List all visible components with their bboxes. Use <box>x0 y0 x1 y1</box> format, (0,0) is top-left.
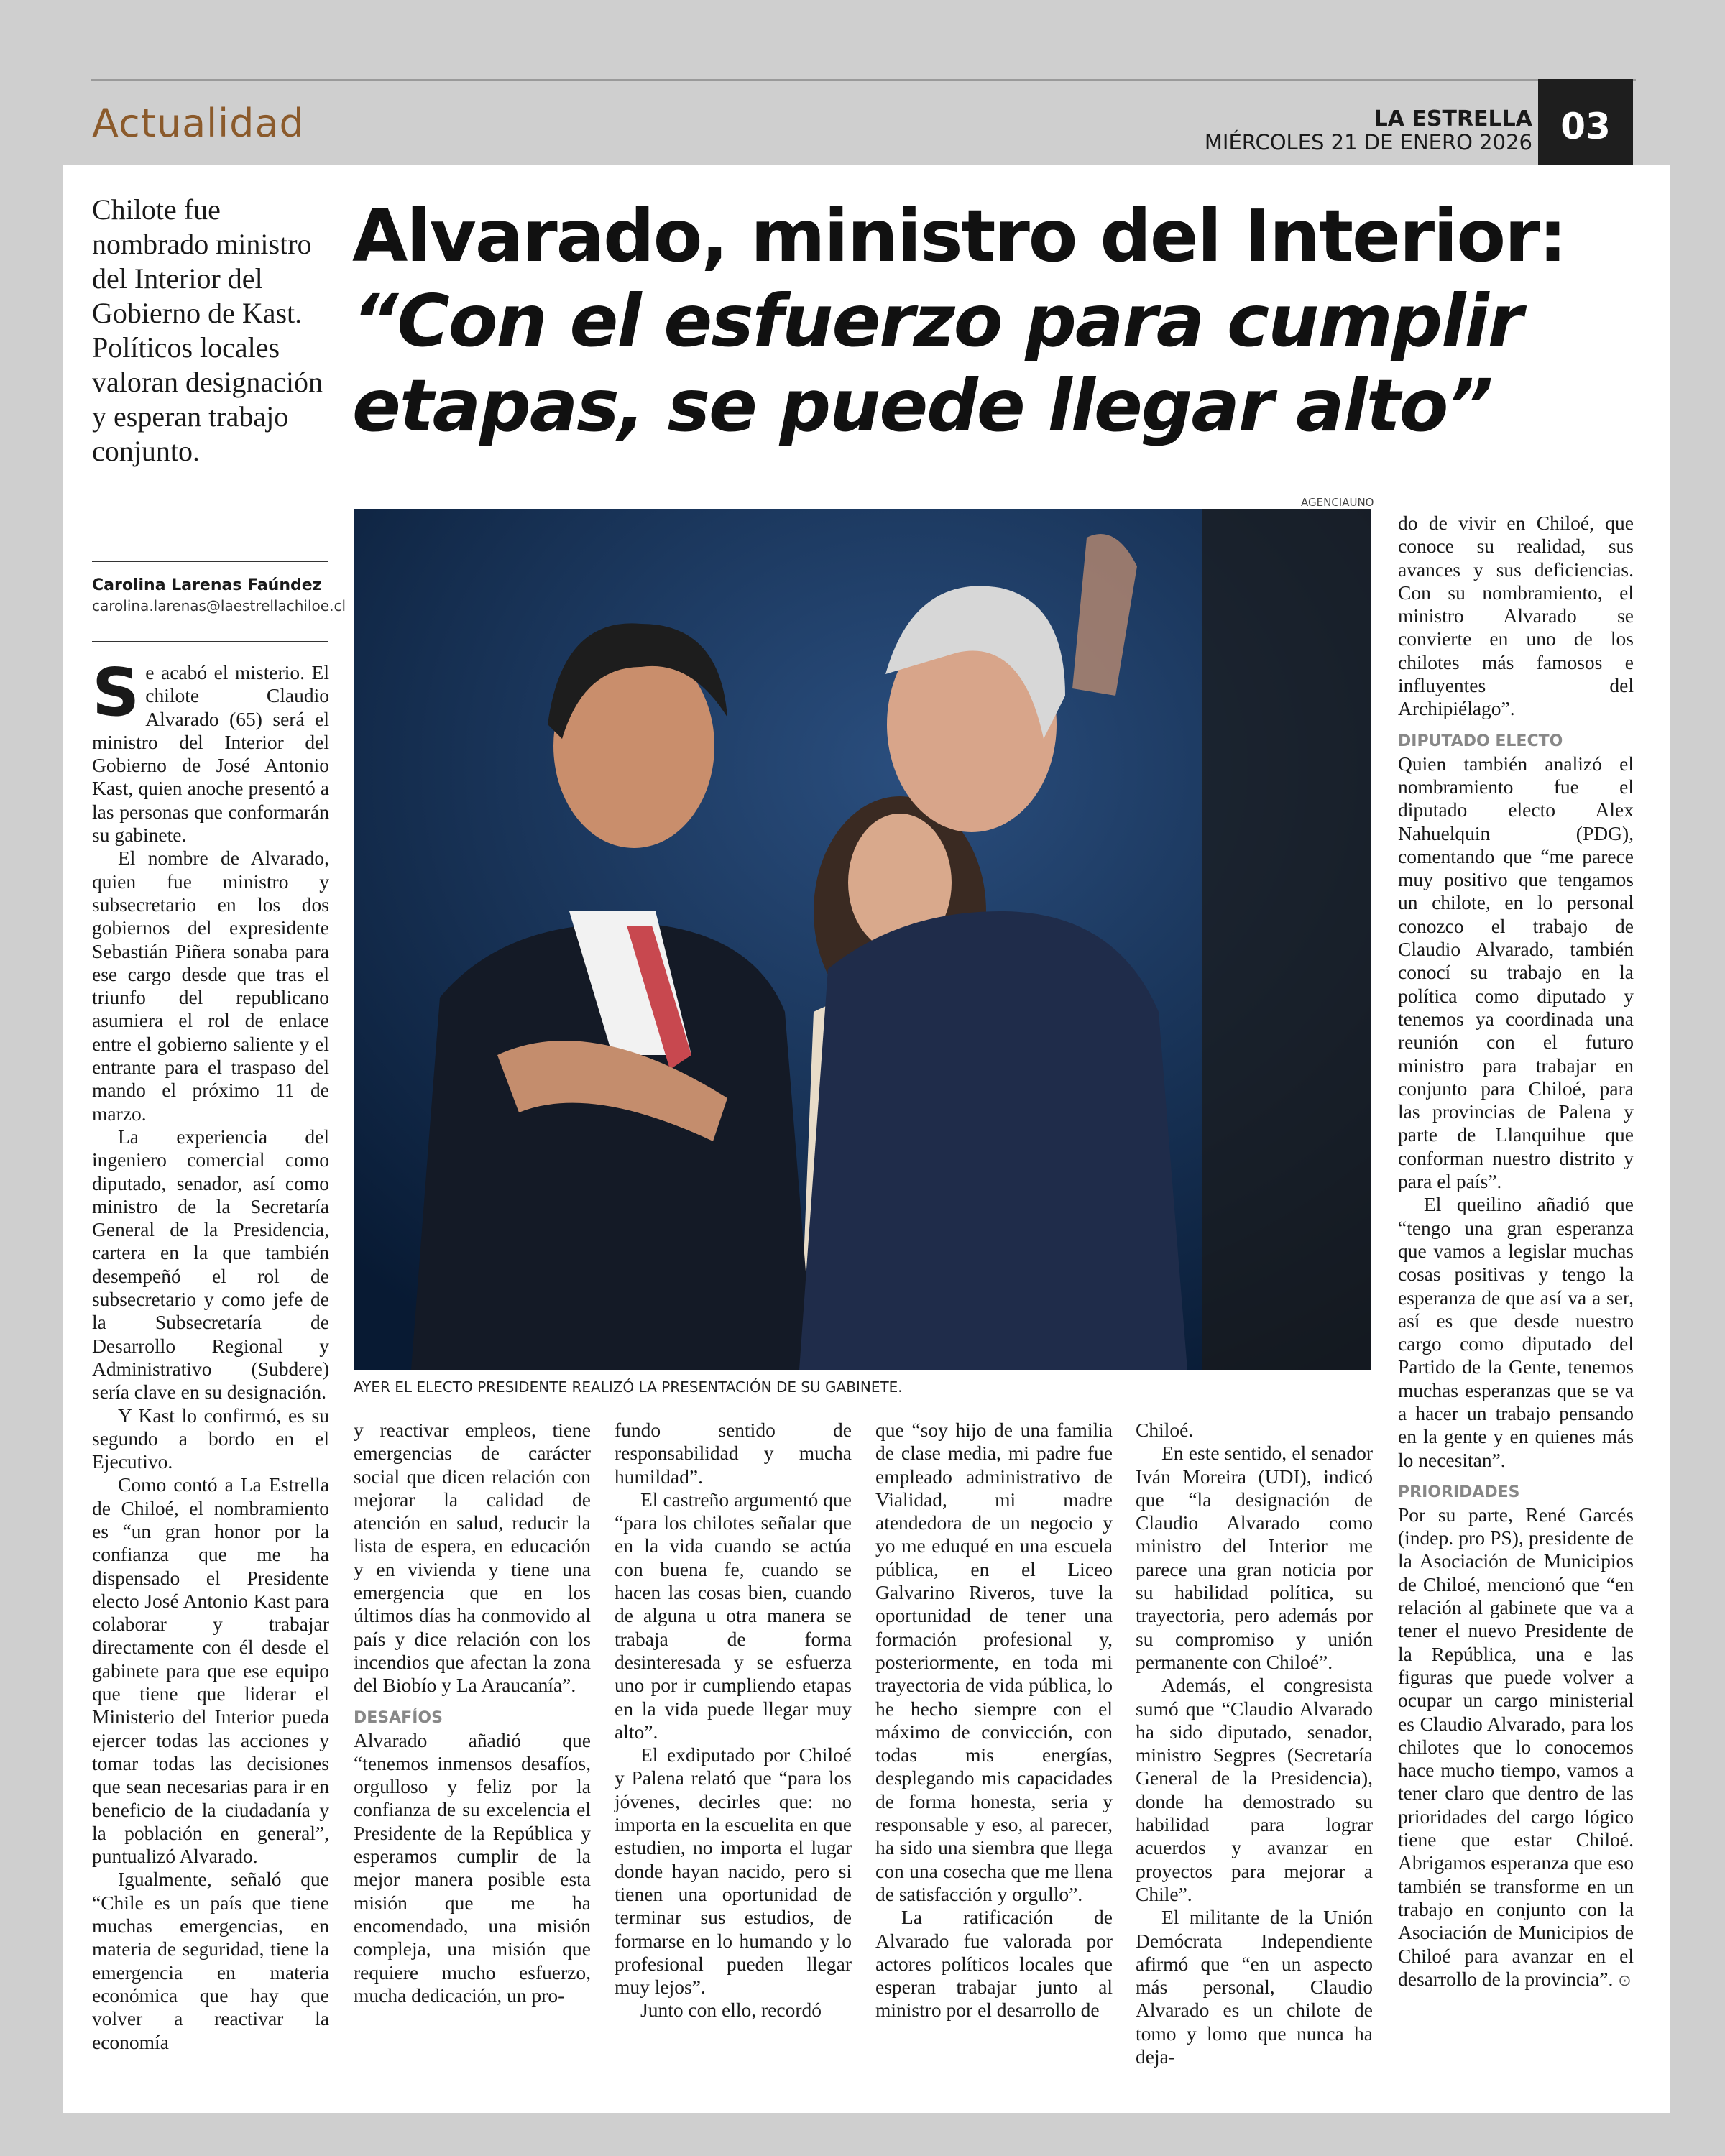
column-1 <box>92 654 329 2054</box>
byline-rule <box>92 641 328 642</box>
paragraph: El castreño argumentó que “para los chilotes señalar que en la vida cuando se actúa con buena fe, cuando se hacen las cosas bien, cuando de alguna u otra manera se trabaja de forma desinteresada y se esfuerza uno por ir cumpliendo etapas en la vida puede llegar muy alto”. <box>615 1488 852 1743</box>
headline-line-2: “Con el esfuerzo para cumplir <box>352 279 1522 363</box>
headline-line-3: etapas, se puede llegar alto” <box>352 364 1492 448</box>
paragraph: Por su parte, René Garcés (indep. pro PS), presidente de la Asociación de Municipios de Chiloé, mencionó que “en relación al gabinete que va a tener el nuevo Presidente de la República, una e las figuras que puede volver a ocupar un cargo ministerial es Claudio Alvarado, para los chilotes que lo conocemos hace mucho tiempo, vamos a tener claro que dentro de las prioridades del cargo lógico tiene que estar Chiloé. Abrigamos esperanza que eso también se transforme en un trabajo en conjunto con la Asociación de Municipios de Chiloé para avanzar en el desarrollo de la provincia”. ⊙ <box>1398 1503 1634 1990</box>
paragraph: Chiloé. <box>1136 1419 1194 1441</box>
masthead <box>1205 108 1532 154</box>
author-email[interactable]: carolina.larenas@laestrellachiloe.cl <box>92 597 346 614</box>
section-label: Actualidad <box>92 101 305 146</box>
column-4 <box>875 1419 1113 2022</box>
subhead-prioridades: PRIORIDADES <box>1398 1483 1520 1501</box>
paragraph: Alvarado añadió que “tenemos inmensos desafíos, orgulloso y feliz por la confianza de su excelencia el Presidente de la República y esperamos cumplir de la mejor manera posible esta misión que me ha encomendado, una misión compleja, una misión que requiere mucho esfuerzo, mucha dedicación, un pro- <box>354 1728 591 2007</box>
paragraph: Además, el congresista sumó que “Claudio Alvarado ha sido diputado, senador, ministro Segpres (Secretaría General de la Presidencia), donde ha demostrado su habilidad para lograr acuerdos y avanzar en proyectos para mejorar a Chile”. <box>1136 1674 1373 1905</box>
column-6 <box>1398 512 1634 1993</box>
paragraph: El militante de la Unión Demócrata Independiente afirmó que “en un aspecto más personal, Claudio Alvarado es un chilote de tomo y lomo que nunca ha deja- <box>1136 1906 1373 2068</box>
photo-caption: AYER EL ELECTO PRESIDENTE REALIZÓ LA PRESENTACIÓN DE SU GABINETE. <box>354 1378 903 1396</box>
paragraph: En este sentido, el senador Iván Moreira (UDI), indicó que “la designación de Claudio Alvarado como ministro del Interior me parece una gran noticia por su habilidad política, su trayectoria, pero además por su compromiso y unión permanente con Chiloé”. <box>1136 1442 1373 1673</box>
paragraph: El queilino añadió que “tengo una gran esperanza que vamos a legislar muchas cosas positivas y tengo la esperanza de que así va a ser, así es que desde nuestro cargo como diputado del Partido de la Gente, tenemos muchas esperanzas que se va a hacer un trabajo pensando en la gente y en quienes más lo necesitan”. <box>1398 1193 1634 1471</box>
photo-credit: AGENCIAUNO <box>1301 496 1374 509</box>
paragraph: Igualmente, señaló que “Chile es un país que tiene muchas emergencias, en materia de seguridad, tiene la emergencia en materia económica que hay que volver a reactivar la economía <box>92 1868 329 2053</box>
byline <box>92 576 346 614</box>
paragraph: Se acabó el misterio. El chilote Claudio Alvarado (65) será el ministro del Interior del Gobierno de José Antonio Kast, quien anoche presentó a las personas que conformarán su gabinete. <box>92 654 329 847</box>
author-name: Carolina Larenas Faúndez <box>92 576 322 594</box>
paragraph: fundo sentido de responsabilidad y mucha humildad”. <box>615 1419 852 1488</box>
column-5 <box>1136 1419 1373 2068</box>
headline-line-1: Alvarado, ministro del Interior: <box>352 194 1566 278</box>
paragraph: Quien también analizó el nombramiento fue el diputado electo Alex Nahuelquin (PDG), comentando que “me parece muy positivo que tengamos un chilote, en lo personal conozco el trabajo de Claudio Alvarado, también conocí su trabajo en la política como diputado y tenemos ya coordinada una reunión con el futuro ministro para trabajar en conjunto para Chiloé, para las provincias de Palena y parte de Llanquihue que conforman nuestro distrito y para el país”. <box>1398 752 1634 1193</box>
column-2 <box>354 1419 591 2007</box>
article-deck: Chilote fue nombrado ministro del Interior del Gobierno de Kast. Políticos locales valoran designación y esperan trabajo conjunto. <box>92 193 323 467</box>
column-3 <box>615 1419 852 2022</box>
paragraph: Junto con ello, recordó <box>640 1999 822 2022</box>
paragraph: que “soy hijo de una familia de clase media, mi padre fue empleado administrativo de Vialidad, mi madre atendedora de un negocio y yo me eduqué en una escuela pública, en el Liceo Galvarino Riveros, tuve la oportunidad de tener una formación profesional y, posteriormente, en toda mi trayectoria de vida pública, lo he hecho siempre con el máximo de convicción, con todas mis energías, desplegando mis capacidades de forma honesta, seria y responsable y eso, al parecer, ha sido una siembra que llega con una cosecha que me llena de satisfacción y orgullo”. <box>875 1419 1113 1905</box>
deck-rule <box>92 561 328 562</box>
headline <box>352 194 1632 448</box>
paragraph: Como contó a La Estrella de Chiloé, el nombramiento es “un gran honor por la confianza que me ha dispensado el Presidente electo José Antonio Kast para colaborar y trabajar directamente con él desde el gabinete para que ese equipo que tiene que liderar el Ministerio del Interior pueda ejercer todas las acciones y tomar todas las decisiones que sean necesarias para ir en beneficio de la ciudadanía y la población en general”, puntualizó Alvarado. <box>92 1473 329 1868</box>
paragraph: El exdiputado por Chiloé y Palena relató que “para los jóvenes, decirles que: no importa en la escuelita en que estudien, no importa el lugar donde hayan nacido, pero si tienen una oportunidad de terminar sus estudios, de formarse en lo humando y lo profesional pueden llegar muy lejos”. <box>615 1743 852 1999</box>
paragraph: Y Kast lo confirmó, es su segundo a bordo en el Ejecutivo. <box>92 1404 329 1473</box>
paragraph: y reactivar empleos, tiene emergencias de carácter social que dicen relación con mejorar la calidad de atención en salud, reducir la lista de espera, en educación y en vivienda y tiene una emergencia que en los últimos días ha conmovido al país y dice relación con los incendios que afectan la zona del Biobío y La Araucanía”. <box>354 1419 591 1697</box>
end-mark-icon: ⊙ <box>1618 1971 1632 1990</box>
subhead-diputado-electo: DIPUTADO ELECTO <box>1398 732 1563 750</box>
top-rule <box>91 79 1636 81</box>
paragraph: La ratificación de Alvarado fue valorada por actores políticos locales que esperan trabajar junto al ministro por el desarrollo de <box>875 1906 1113 2022</box>
photo-illustration <box>354 509 1371 1370</box>
newspaper-name: LA ESTRELLA <box>1374 106 1532 132</box>
page-number: 03 <box>1538 79 1633 174</box>
paragraph: La experiencia del ingeniero comercial como diputado, senador, así como ministro de la Secretaría General de la Presidencia, cartera en la que también desempeñó el rol de subsecretario y como jefe de la Subsecretaría de Desarrollo Regional y Administrativo (Subdere) sería clave en su designación. <box>92 1125 329 1404</box>
paragraph: El nombre de Alvarado, quien fue ministro y subsecretario en los dos gobiernos del expresidente Sebastián Piñera sonaba para ese cargo desde que tras el triunfo del republicano asumiera el rol de enlace entre el gobierno saliente y el entrante para el traspaso del mando el próximo 11 de marzo. <box>92 847 329 1125</box>
paragraph: do de vivir en Chiloé, que conoce su realidad, sus avances y sus deficiencias. Con su nombramiento, el ministro Alvarado se convierte en uno de los chilotes más famosos e influyentes del Archipiélago”. <box>1398 512 1634 720</box>
issue-date: MIÉRCOLES 21 DE ENERO 2026 <box>1204 130 1532 155</box>
news-photo <box>354 509 1371 1370</box>
drop-cap: S <box>92 654 140 731</box>
subhead-desafios: DESAFÍOS <box>354 1708 443 1727</box>
